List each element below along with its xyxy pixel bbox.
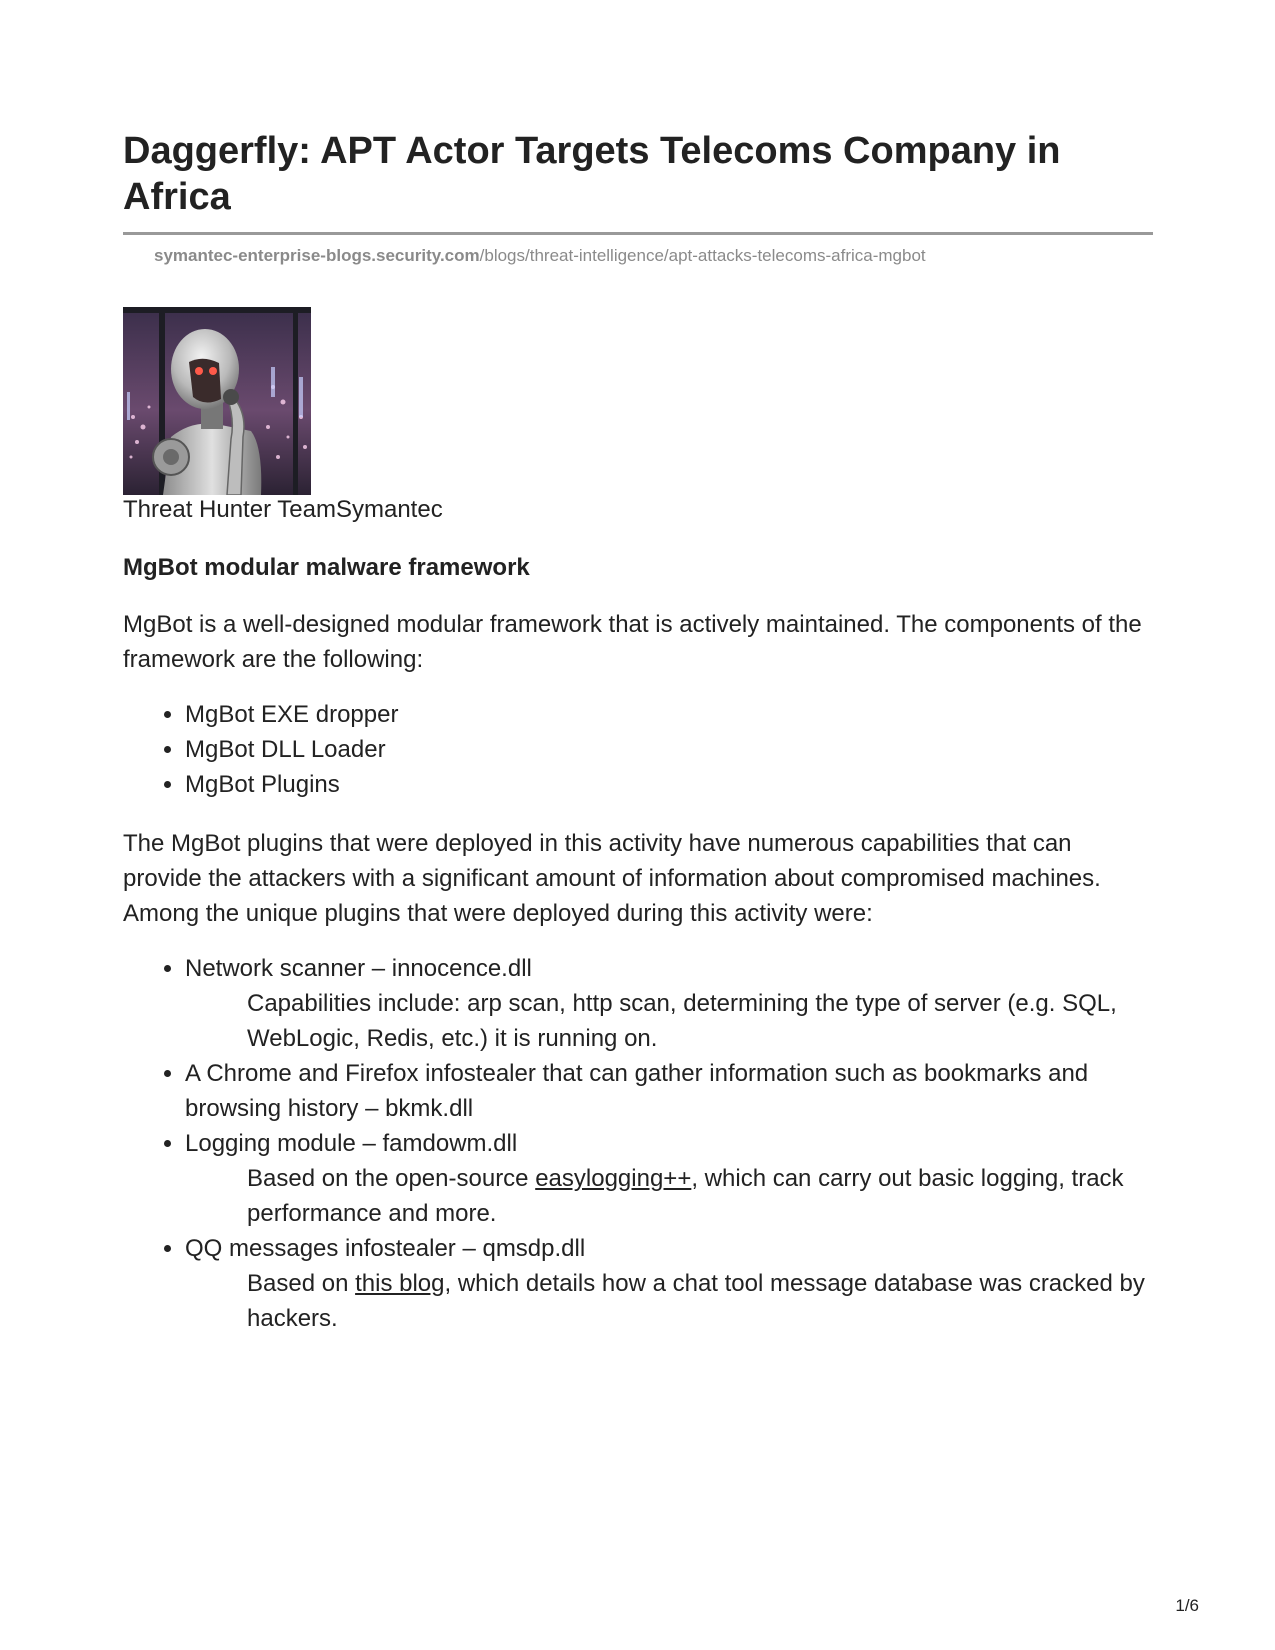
list-item (185, 951, 1153, 1056)
title-divider (123, 232, 1153, 235)
plugins-list (123, 951, 1153, 1336)
source-url[interactable] (123, 245, 1153, 267)
section-heading: MgBot modular malware framework (123, 554, 530, 581)
plugin-detail (185, 1266, 1153, 1336)
list-item: • MgBot Plugins (185, 767, 1153, 802)
components-list (123, 697, 1153, 802)
list-item: • MgBot DLL Loader (185, 732, 1153, 767)
source-url-path: /blogs/threat-intelligence/apt-attacks-telecoms-africa-mgbot (479, 246, 926, 265)
author-name: Threat Hunter TeamSymantec (123, 496, 443, 523)
page-number: 1/6 (1175, 1596, 1199, 1615)
intro-paragraph: MgBot is a well-designed modular framework that is actively maintained. The components of the framework are the following: (123, 611, 1142, 673)
list-item (185, 1056, 1153, 1126)
plugin-label: A Chrome and Firefox infostealer that can gather information such as bookmarks and browsing history – bkmk.dll (185, 1060, 1089, 1122)
robot-avatar-image (123, 307, 311, 495)
plugin-detail-text: Based on the open-source (247, 1165, 536, 1192)
this-blog-link[interactable]: this blog (355, 1270, 445, 1297)
author-block (123, 307, 1153, 525)
plugin-detail-text: , which can carry out basic logging, track performance and more. (247, 1165, 1124, 1227)
list-item: • MgBot EXE dropper (185, 697, 1153, 732)
plugin-detail-text: , which details how a chat tool message database was cracked by hackers. (247, 1270, 1145, 1332)
plugin-detail-text: Based on (247, 1270, 356, 1297)
easylogging-link[interactable]: easylogging++ (535, 1165, 692, 1192)
plugin-detail (185, 1161, 1153, 1231)
plugins-paragraph: The MgBot plugins that were deployed in this activity have numerous capabilities that can provide the attackers with a significant amount of information about compromised machines. Among the unique plugins that were deployed during this activity were: (123, 830, 1101, 927)
source-url-domain: symantec-enterprise-blogs.security.com (154, 246, 480, 265)
page-title: Daggerfly: APT Actor Targets Telecoms Company in Africa (123, 130, 1061, 218)
plugin-label: Logging module – famdowm.dll (185, 1130, 518, 1157)
document-page (123, 128, 1153, 1336)
plugin-label: QQ messages infostealer – qmsdp.dll (185, 1235, 586, 1262)
list-item (185, 1126, 1153, 1231)
plugin-detail: Capabilities include: arp scan, http scan, determining the type of server (e.g. SQL, WebLogic, Redis, etc.) it is running on. (247, 990, 1117, 1052)
list-item (185, 1231, 1153, 1336)
plugin-label: Network scanner – innocence.dll (185, 955, 532, 982)
